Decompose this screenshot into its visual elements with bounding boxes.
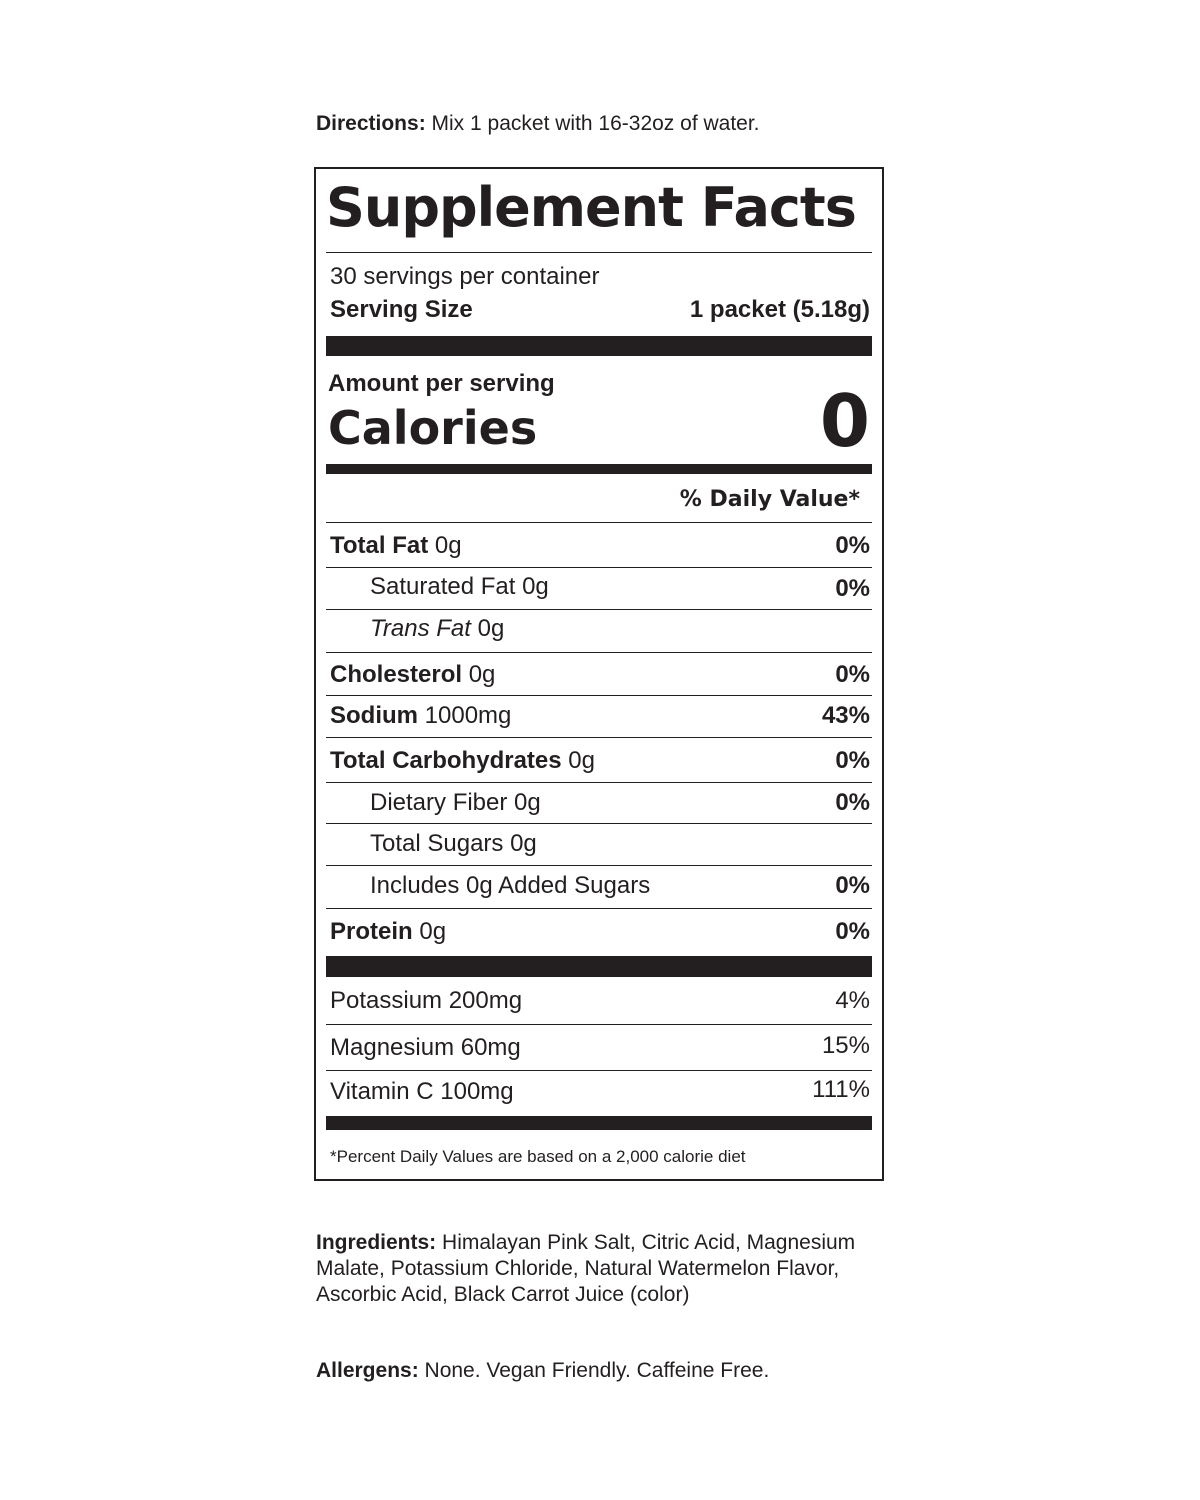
nutrient-amount: 0g — [561, 747, 595, 774]
nutrient-row-dietary-fiber: Dietary Fiber 0g — [370, 789, 541, 816]
divider — [326, 823, 872, 824]
nutrient-name: Total Fat — [330, 532, 429, 559]
facts-title: Supplement Facts — [326, 176, 856, 239]
daily-value-header: % Daily Value* — [679, 487, 860, 512]
nutrient-dv: 0% — [835, 872, 870, 899]
mineral-row-magnesium: Magnesium 60mg — [330, 1034, 521, 1061]
nutrient-row-protein — [330, 917, 446, 947]
nutrient-amount: 0g — [470, 615, 505, 642]
divider — [326, 908, 872, 909]
calories-label: Calories — [328, 401, 538, 455]
mineral-dv: 15% — [821, 1032, 870, 1059]
nutrient-amount: 0g — [428, 532, 462, 559]
divider — [326, 865, 872, 866]
nutrient-row-trans-fat — [370, 614, 504, 644]
nutrient-row-total-carbohydrates — [330, 746, 595, 776]
directions-text: Mix 1 packet with 16-32oz of water. — [425, 112, 760, 135]
mineral-dv: 111% — [812, 1076, 870, 1103]
allergens-label: Allergens: — [316, 1359, 419, 1382]
allergens — [316, 1358, 769, 1384]
supplement-facts-panel — [314, 167, 884, 1181]
nutrient-amount: 1000mg — [418, 702, 512, 729]
divider — [326, 1070, 872, 1071]
nutrient-dv: 0% — [835, 532, 870, 559]
nutrient-dv: 0% — [835, 918, 870, 945]
thick-divider — [326, 336, 872, 356]
divider — [326, 652, 872, 653]
servings-per-container: 30 servings per container — [330, 263, 600, 290]
nutrient-name: Sodium — [330, 702, 418, 729]
nutrient-row-total-fat — [330, 531, 462, 561]
divider — [326, 1024, 872, 1025]
directions-label: Directions: — [316, 112, 426, 135]
nutrient-amount: 0g — [412, 918, 447, 945]
divider — [326, 609, 872, 610]
nutrient-dv: 0% — [835, 789, 870, 816]
mineral-row-vitamin-c: Vitamin C 100mg — [330, 1078, 514, 1105]
amount-per-serving: Amount per serving — [328, 370, 555, 397]
nutrient-name: Cholesterol — [330, 661, 463, 688]
divider — [326, 782, 872, 783]
mineral-row-potassium: Potassium 200mg — [330, 987, 523, 1014]
nutrient-row-cholesterol — [330, 660, 495, 690]
divider — [326, 737, 872, 738]
nutrient-name: Protein — [330, 918, 413, 945]
divider — [326, 522, 872, 523]
nutrient-row-total-sugars: Total Sugars 0g — [370, 830, 537, 857]
mineral-dv: 4% — [835, 987, 870, 1014]
ingredients — [316, 1230, 876, 1308]
nutrient-dv: 43% — [821, 702, 870, 729]
calories-value: 0 — [819, 379, 870, 463]
divider — [326, 252, 872, 253]
thick-divider — [326, 956, 872, 977]
divider — [326, 567, 872, 568]
nutrient-name: Total Carbohydrates — [330, 747, 562, 774]
nutrient-dv: 0% — [835, 661, 870, 688]
nutrient-dv: 0% — [835, 575, 870, 602]
allergens-text: None. Vegan Friendly. Caffeine Free. — [418, 1359, 770, 1382]
nutrient-name: Trans Fat — [370, 615, 471, 642]
nutrient-row-saturated-fat: Saturated Fat 0g — [370, 573, 549, 600]
serving-size-label: Serving Size — [330, 296, 473, 323]
ingredients-label: Ingredients: — [316, 1231, 437, 1254]
serving-size-value: 1 packet (5.18g) — [689, 296, 870, 323]
medium-divider — [326, 1116, 872, 1130]
directions — [316, 110, 760, 138]
nutrient-row-added-sugars: Includes 0g Added Sugars — [370, 872, 651, 899]
ingredients-text: Himalayan Pink Salt, Citric Acid, Magnesium Malate, Potassium Chloride, Natural Watermelon Flavor, Ascorbic Acid, Black Carrot Juice (color) — [316, 1231, 856, 1306]
nutrient-dv: 0% — [835, 747, 870, 774]
footnote: *Percent Daily Values are based on a 2,000 calorie diet — [330, 1147, 746, 1166]
medium-divider — [326, 464, 872, 474]
nutrient-amount: 0g — [462, 661, 496, 688]
divider — [326, 695, 872, 696]
nutrient-row-sodium — [330, 701, 511, 731]
